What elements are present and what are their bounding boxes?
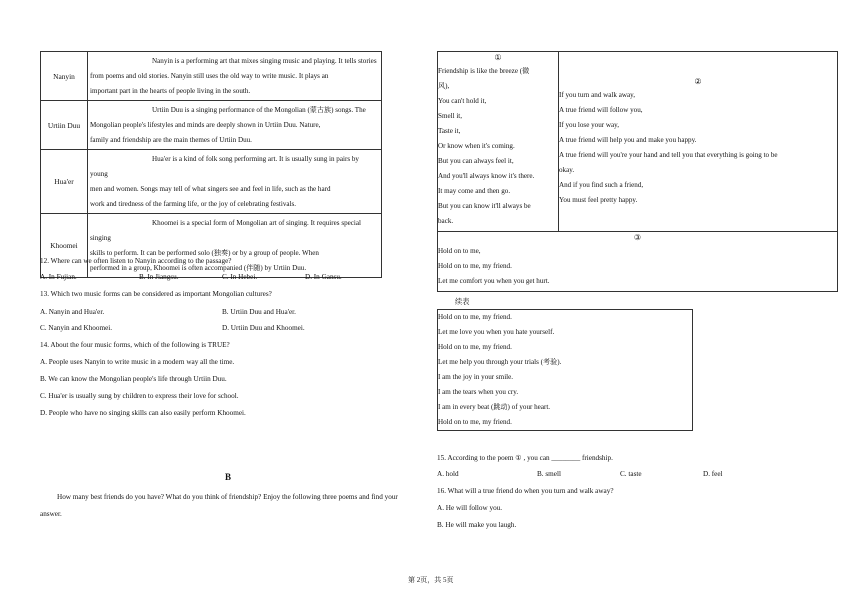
question-15: 15. According to the poem ① , you can ________ friendship. xyxy=(437,454,613,462)
music-name: Nanyin xyxy=(41,52,88,101)
music-name: Hua'er xyxy=(41,150,88,214)
poem-line: I am the tears when you cry. xyxy=(438,388,519,396)
option-15d: D. feel xyxy=(703,470,723,478)
poem-line: And you'll always know it's there. xyxy=(438,172,535,180)
poem-line: Hold on to me, my friend. xyxy=(438,418,512,426)
option-13c: C. Nanyin and Khoomei. xyxy=(40,324,113,332)
poem-line: If you lose your way, xyxy=(559,121,620,129)
poem-line: A true friend will you're your hand and tell you that everything is going to be xyxy=(559,151,778,159)
poem-line: Hold on to me, my friend. xyxy=(438,262,512,270)
poem-line: Hold on to me, xyxy=(438,247,481,255)
option-15c: C. taste xyxy=(620,470,642,478)
poem-line: But you can know it'll always be xyxy=(438,202,531,210)
table-row xyxy=(41,52,382,101)
poem-line: A true friend will follow you, xyxy=(559,106,643,114)
question-13: 13. Which two music forms can be considered as important Mongolian cultures? xyxy=(40,290,272,298)
music-name: Urtiin Duu xyxy=(41,101,88,150)
poem-2-box xyxy=(558,51,838,232)
poem-line: But you can always feel it, xyxy=(438,157,514,165)
poem-line: Hold on to me, my friend. xyxy=(438,313,512,321)
poem-line: You must feel pretty happy. xyxy=(559,196,638,204)
poem-3-box xyxy=(437,231,838,292)
option-14c: C. Hua'er is usually sung by children to express their love for school. xyxy=(40,392,239,400)
poem-line: Hold on to me, my friend. xyxy=(438,343,512,351)
option-14d: D. People who have no singing skills can also easily perform Khoomei. xyxy=(40,409,246,417)
poem-line: Taste it, xyxy=(438,127,461,135)
option-16a: A. He will follow you. xyxy=(437,504,503,512)
table-row xyxy=(41,150,382,214)
option-15b: B. smell xyxy=(537,470,561,478)
poem-1-number: ① xyxy=(494,53,502,62)
poem-line: Let me comfort you when you get hurt. xyxy=(438,277,550,285)
option-12d: D. In Gansu. xyxy=(305,273,342,281)
music-forms-table xyxy=(40,51,382,278)
poem-line: You can't hold it, xyxy=(438,97,487,105)
poem-line: Let me love you when you hate yourself. xyxy=(438,328,555,336)
music-description: Khoomei is a special form of Mongolian art of singing. It requires special singing skills to perform. It can be performed solo (独奏) or by a group of people. When performed in a group, Khoomei is often accompanied (伴随) by Urtiin Duu. xyxy=(88,214,382,278)
section-b-heading: B xyxy=(225,472,232,482)
page-number: 第 2页，共 5页 xyxy=(408,576,454,584)
poem-line: I am the joy in your smile. xyxy=(438,373,514,381)
poem-line: 风), xyxy=(438,82,450,90)
poem-1-box xyxy=(437,51,559,232)
option-16b: B. He will make you laugh. xyxy=(437,521,517,529)
poem-3-continued-box xyxy=(437,309,693,431)
poem-line: Friendship is like the breeze (微 xyxy=(438,67,530,75)
option-14b: B. We can know the Mongolian people's life through Urtiin Duu. xyxy=(40,375,227,383)
option-12a: A. In Fujian. xyxy=(40,273,77,281)
poem-line: And if you find such a friend, xyxy=(559,181,644,189)
question-16: 16. What will a true friend do when you turn and walk away? xyxy=(437,487,614,495)
option-12b: B. In Jiangsu. xyxy=(139,273,179,281)
poem-line: I am in every beat (跳动) of your heart. xyxy=(438,403,551,411)
poem-line: If you turn and walk away, xyxy=(559,91,635,99)
poem-line: back. xyxy=(438,217,454,225)
question-12: 12. Where can we often listen to Nanyin according to the passage? xyxy=(40,257,232,265)
question-14: 14. About the four music forms, which of the following is TRUE? xyxy=(40,341,230,349)
option-15a: A. hold xyxy=(437,470,459,478)
table-row xyxy=(41,214,382,278)
option-12c: C. In Hebei. xyxy=(222,273,258,281)
option-13d: D. Urtiin Duu and Khoomei. xyxy=(222,324,305,332)
music-name: Khoomei xyxy=(41,214,88,278)
option-14a: A. People uses Nanyin to write music in a modern way all the time. xyxy=(40,358,235,366)
poem-line: It may come and then go. xyxy=(438,187,511,195)
music-description: Nanyin is a performing art that mixes singing music and playing. It tells stories from poems and old stories. Nanyin still uses the old way to write music. It plays an important part in the hearts of people living in the south. xyxy=(88,52,382,101)
section-b-intro-cont: answer. xyxy=(40,510,62,518)
music-description: Urtiin Duu is a singing performance of the Mongolian (蒙古族) songs. The Mongolian people's lifestyles and minds are deeply shown in Urtiin Duu. Nature, family and friendship are the main themes of Urtiin Duu. xyxy=(88,101,382,150)
music-description: Hua'er is a kind of folk song performing art. It is usually sung in pairs by young men and women. Songs may tell of what singers see and feel in life, such as the hard work and tiredness of the farming life, or the joy of celebrating festivals. xyxy=(88,150,382,214)
option-13b: B. Urtiin Duu and Hua'er. xyxy=(222,308,296,316)
poem-line: Let me help you through your trials (考验). xyxy=(438,358,562,366)
poem-line: okay. xyxy=(559,166,575,174)
option-13a: A. Nanyin and Hua'er. xyxy=(40,308,105,316)
section-b-intro: How many best friends do you have? What do you think of friendship? Enjoy the following three poems and find your xyxy=(57,493,398,501)
poem-3-number: ③ xyxy=(633,233,642,242)
table-row xyxy=(41,101,382,150)
poem-2-number: ② xyxy=(694,77,702,86)
poem-line: A true friend will help you and make you happy. xyxy=(559,136,697,144)
continued-label: 续表 xyxy=(455,298,470,306)
poem-line: Smell it, xyxy=(438,112,463,120)
poem-line: Or know when it's coming. xyxy=(438,142,515,150)
